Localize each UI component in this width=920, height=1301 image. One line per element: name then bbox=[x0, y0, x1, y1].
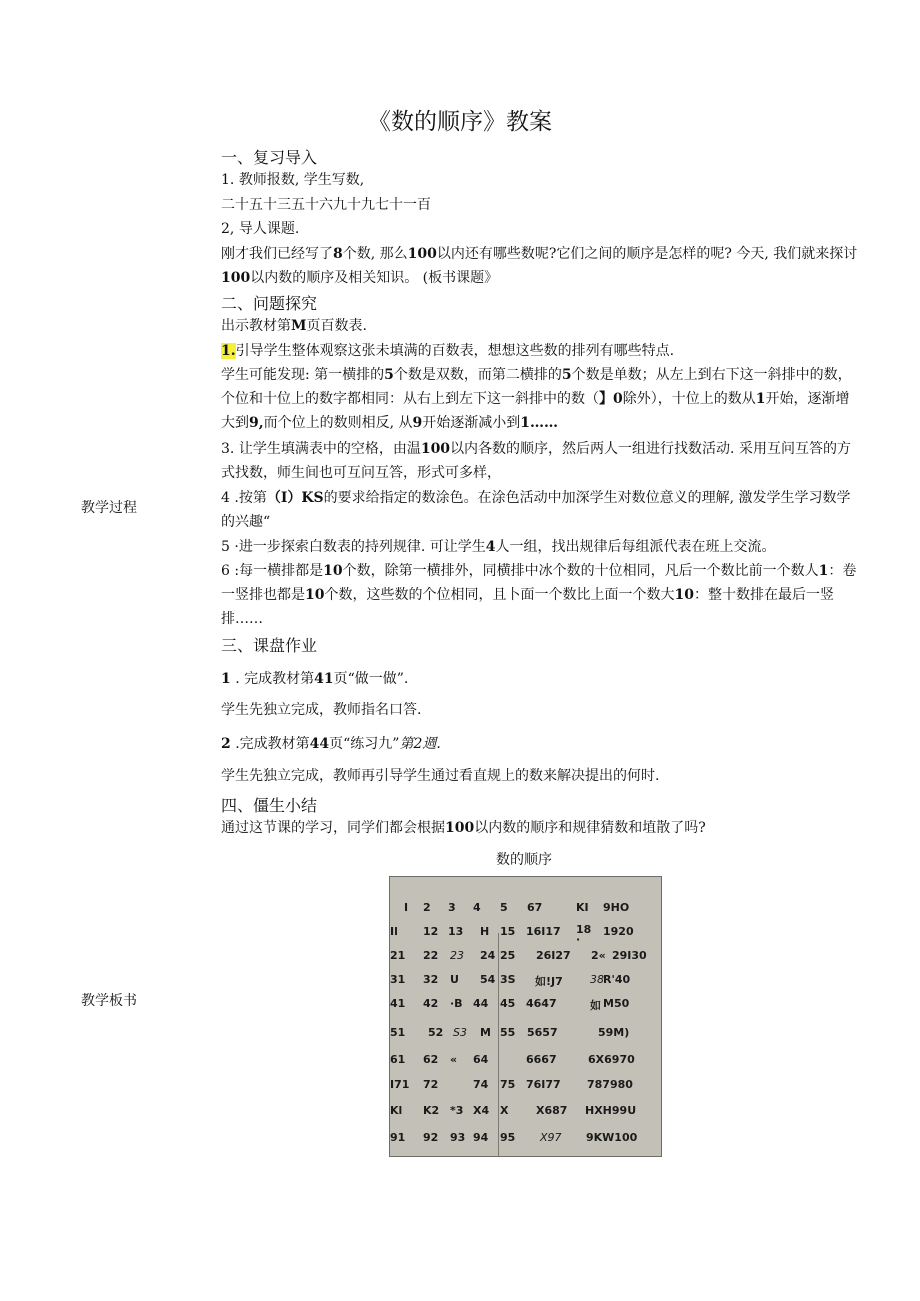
para-number: 100 bbox=[407, 246, 437, 262]
homework-item-1 bbox=[221, 667, 408, 691]
board-cell: 29I30 bbox=[612, 949, 647, 962]
intro-text: 页百数表. bbox=[306, 318, 367, 334]
finding-number: 1…… bbox=[520, 415, 559, 431]
board-cell: 16I17 bbox=[526, 925, 561, 938]
highlighted-item-number: 1. bbox=[221, 343, 236, 359]
item-bold-number: 10 bbox=[323, 563, 343, 579]
item-bold-number: 41 bbox=[314, 671, 334, 687]
board-cell: 54 bbox=[480, 973, 496, 986]
item-number: 1 bbox=[221, 671, 231, 687]
finding-text: 而个位上的数则相反, 从 bbox=[263, 415, 413, 431]
board-cell: U bbox=[450, 973, 459, 986]
item-text: 个数，这些数的个位相同，且卜面一个数比上面一个数大 bbox=[324, 587, 675, 603]
board-cell: 15 bbox=[500, 925, 516, 938]
board-cell: M bbox=[480, 1026, 491, 1039]
board-cell: 64 bbox=[473, 1053, 489, 1066]
item-bold-number: 4 bbox=[485, 539, 496, 555]
board-cell: 22 bbox=[423, 949, 439, 962]
board-cell: 9KW100 bbox=[586, 1131, 638, 1144]
summary-part: 以内数的顺序和规律猜数和埴散了吗? bbox=[474, 820, 706, 836]
board-cell: 6X6970 bbox=[588, 1053, 635, 1066]
para-text: 以内数的顺序及相关知识。 (板书课题》 bbox=[250, 270, 499, 286]
summary-number: 100 bbox=[445, 820, 475, 836]
board-cell: 76I77 bbox=[526, 1078, 561, 1091]
item-text: 页“练习九” bbox=[329, 736, 400, 752]
item-text: ·进一步探索白数表的持列规律. 可让学生 bbox=[229, 539, 486, 555]
item-text: ：整十数排在最后一竖排…… bbox=[221, 587, 834, 627]
finding-number: 5 bbox=[384, 367, 394, 383]
board-cell: 787980 bbox=[587, 1078, 633, 1091]
section-heading-exploration: 二、问题探究 bbox=[221, 294, 318, 313]
board-cell: 59M) bbox=[598, 1026, 630, 1039]
exploration-intro bbox=[221, 314, 367, 338]
board-cell: 6667 bbox=[526, 1053, 557, 1066]
finding-number: 1 bbox=[755, 391, 766, 407]
review-intro-paragraph bbox=[221, 242, 863, 290]
homework-item-2-note: 学生先独立完成，教师再引导学生通过看直规上的数来解决提出的何时. bbox=[221, 768, 660, 784]
board-cell: 24 bbox=[480, 949, 496, 962]
board-cell: 1920 bbox=[603, 925, 634, 938]
side-label-teaching-process: 教学过程 bbox=[81, 500, 137, 516]
board-cell: M50 bbox=[603, 997, 630, 1010]
review-item-1 bbox=[221, 168, 364, 192]
item-text: . 让学生填满表中的空格，由温 bbox=[229, 441, 421, 457]
board-cell: K2 bbox=[423, 1104, 440, 1117]
finding-number: 9, bbox=[249, 415, 264, 431]
exploration-item-1 bbox=[221, 339, 674, 363]
summary-text bbox=[221, 816, 706, 840]
exploration-item-6 bbox=[221, 559, 863, 631]
board-cell: 21 bbox=[390, 949, 406, 962]
item-text: .完成教材第 bbox=[230, 736, 310, 752]
board-cell: 41 bbox=[390, 997, 406, 1010]
review-item-2-text: , 导人课题. bbox=[229, 221, 300, 237]
para-number: 8 bbox=[333, 246, 343, 262]
board-cell: I bbox=[404, 901, 409, 914]
item-text: 页“做一做”. bbox=[333, 671, 409, 687]
board-cell: Il bbox=[390, 925, 398, 938]
homework-item-1-note: 学生先独立完成，教师指名口答. bbox=[221, 702, 422, 718]
board-cell: 91 bbox=[390, 1131, 406, 1144]
board-cell: 45 bbox=[500, 997, 516, 1010]
item-text: 个数，除第一横排外，同横排中冰个数的十位相同，凡后一个数比前一个数人 bbox=[342, 563, 819, 579]
board-cell: HXH99U bbox=[585, 1104, 637, 1117]
board-cell: 5657 bbox=[527, 1026, 558, 1039]
section-heading-summary: 四、僵生小结 bbox=[221, 796, 318, 815]
item-bold-ref: （I）KS bbox=[266, 490, 324, 506]
item-number: 4 bbox=[221, 490, 230, 506]
review-numbers-line: 二十五十三五十六九十九七十一百 bbox=[221, 197, 431, 213]
review-item-1-text: . 教师报数, 学生写数, bbox=[229, 172, 365, 188]
board-cell: *3 bbox=[450, 1104, 464, 1117]
item-bold-number: 10 bbox=[305, 587, 325, 603]
board-cell: KI bbox=[576, 901, 589, 914]
item-number: 2 bbox=[221, 736, 231, 752]
item-number: 3 bbox=[221, 441, 230, 457]
finding-text: 个数是单数；从左上到右下这一斜排中的数，个位和十位上的数字都相同：从右上到左下这一斜排中的数（ bbox=[221, 367, 852, 407]
board-cell: 32 bbox=[423, 973, 439, 986]
board-cell: 42 bbox=[423, 997, 439, 1010]
board-cell: 3 bbox=[448, 901, 456, 914]
finding-text: 除外），十位上的数从 bbox=[622, 391, 756, 407]
board-cell: 13 bbox=[448, 925, 464, 938]
board-cell: X97 bbox=[540, 1131, 562, 1144]
board-cell: 94 bbox=[473, 1131, 489, 1144]
exploration-item-4 bbox=[221, 486, 863, 534]
board-cell: 25 bbox=[500, 949, 516, 962]
board-cell: 67 bbox=[527, 901, 543, 914]
hundred-chart-board bbox=[389, 876, 662, 1157]
item-bold-number: 44 bbox=[309, 736, 330, 752]
item-text: . 完成教材第 bbox=[230, 671, 315, 687]
board-cell: 95 bbox=[500, 1131, 516, 1144]
board-cell: ·B bbox=[450, 997, 463, 1010]
board-cell: 2« bbox=[591, 949, 606, 962]
board-cell: 93 bbox=[450, 1131, 466, 1144]
student-findings-paragraph bbox=[221, 363, 863, 435]
board-cell: 如!J7 bbox=[535, 975, 563, 988]
item-bold-number: 1 bbox=[818, 563, 829, 579]
board-cell: I71 bbox=[390, 1078, 410, 1091]
intro-page: M bbox=[291, 318, 307, 334]
board-cell: 18 · bbox=[576, 923, 592, 946]
item-bold-number: 100 bbox=[420, 441, 451, 457]
review-item-1-number: 1 bbox=[221, 172, 230, 188]
homework-item-2 bbox=[221, 732, 441, 756]
board-cell: 31 bbox=[390, 973, 406, 986]
board-cell: X bbox=[500, 1104, 509, 1117]
board-cell: 75 bbox=[500, 1078, 516, 1091]
board-cell: 72 bbox=[423, 1078, 439, 1091]
item-number: 5 bbox=[221, 539, 230, 555]
item-text: ：卷一竖排也都是 bbox=[221, 563, 857, 603]
board-cell: 9HO bbox=[603, 901, 630, 914]
board-cell: X4 bbox=[473, 1104, 490, 1117]
item-text-italic: 第2週. bbox=[399, 736, 441, 752]
board-cell: 4647 bbox=[526, 997, 557, 1010]
board-cell: 5 bbox=[500, 901, 508, 914]
board-cell: 38 bbox=[590, 973, 604, 986]
para-text: 个数, 那么 bbox=[342, 246, 408, 262]
board-cell: 55 bbox=[500, 1026, 516, 1039]
item-bold-number: 10 bbox=[674, 587, 694, 603]
finding-number: 】0 bbox=[599, 391, 623, 407]
finding-text: 学生可能发现: 第一横排的 bbox=[221, 367, 385, 383]
exploration-item-3 bbox=[221, 437, 863, 485]
item-text: 以内各数的顺序，然后两人一组进行找数活动. 采用互问互答的方式找数，师生间也可互问互答，形式可多样， bbox=[221, 441, 851, 481]
para-text: 以内还有哪些数呢?它们之间的顺序是怎样的呢? 今天, 我们就来探讨 bbox=[436, 246, 858, 262]
board-cell: 44 bbox=[473, 997, 489, 1010]
board-cell: 3S bbox=[500, 973, 516, 986]
para-text: 刚才我们已经写了 bbox=[221, 246, 333, 262]
board-cell: S3 bbox=[453, 1026, 467, 1039]
finding-text: 开始，逐渐增大到 bbox=[221, 391, 850, 431]
item-text: 的要求给指定的数涂色。在涂色活动中加深学生对数位意义的理解, 激发学生学习数学的兴趣“ bbox=[221, 490, 851, 530]
board-cell: 12 bbox=[423, 925, 439, 938]
exploration-item-1-text: 引导学生整体观察这张未填满的百数表，想想这些数的排列有哪些特点. bbox=[235, 343, 675, 359]
board-cell: « bbox=[450, 1053, 458, 1066]
para-number: 100 bbox=[221, 270, 251, 286]
board-cell: Kl bbox=[390, 1104, 403, 1117]
board-cell: 如 bbox=[590, 999, 601, 1012]
finding-number: 9 bbox=[412, 415, 423, 431]
summary-part: 通过这节课的学习，同学们都会根据 bbox=[221, 820, 445, 836]
item-text: .按第 bbox=[229, 490, 267, 506]
document-title: 《数的顺序》教案 bbox=[368, 109, 552, 135]
board-cell: H bbox=[480, 925, 490, 938]
item-text: 人一组，找出规律后每组派代表在班上交流。 bbox=[495, 539, 776, 555]
section-heading-review: 一、复习导入 bbox=[221, 148, 318, 167]
board-cell: 2 bbox=[423, 901, 431, 914]
intro-text: 出示教材第 bbox=[221, 318, 291, 334]
board-cell: 74 bbox=[473, 1078, 489, 1091]
side-label-board-writing: 教学板书 bbox=[81, 993, 137, 1009]
finding-number: 5 bbox=[561, 367, 572, 383]
review-item-2-number: 2 bbox=[221, 221, 230, 237]
board-cell: 61 bbox=[390, 1053, 406, 1066]
section-heading-homework: 三、课盘作业 bbox=[221, 636, 318, 655]
board-cell: X687 bbox=[536, 1104, 568, 1117]
board-divider-line bbox=[498, 933, 499, 1157]
board-cell: 51 bbox=[390, 1026, 406, 1039]
item-number: 6 bbox=[221, 563, 230, 579]
exploration-item-5 bbox=[221, 535, 775, 559]
board-cell: 26I27 bbox=[536, 949, 571, 962]
board-cell: 23 bbox=[450, 949, 464, 962]
review-item-2 bbox=[221, 217, 299, 241]
board-cell: 92 bbox=[423, 1131, 439, 1144]
finding-text: 开始逐渐减小到 bbox=[422, 415, 521, 431]
board-cell: 4 bbox=[473, 901, 481, 914]
finding-text: 个数是双数，而第二横排的 bbox=[393, 367, 562, 383]
board-cell: 52 bbox=[428, 1026, 444, 1039]
board-caption: 数的顺序 bbox=[496, 852, 552, 868]
board-cell: 62 bbox=[423, 1053, 439, 1066]
item-text: :每一横排都是 bbox=[229, 563, 324, 579]
board-cell: R'40 bbox=[603, 973, 631, 986]
